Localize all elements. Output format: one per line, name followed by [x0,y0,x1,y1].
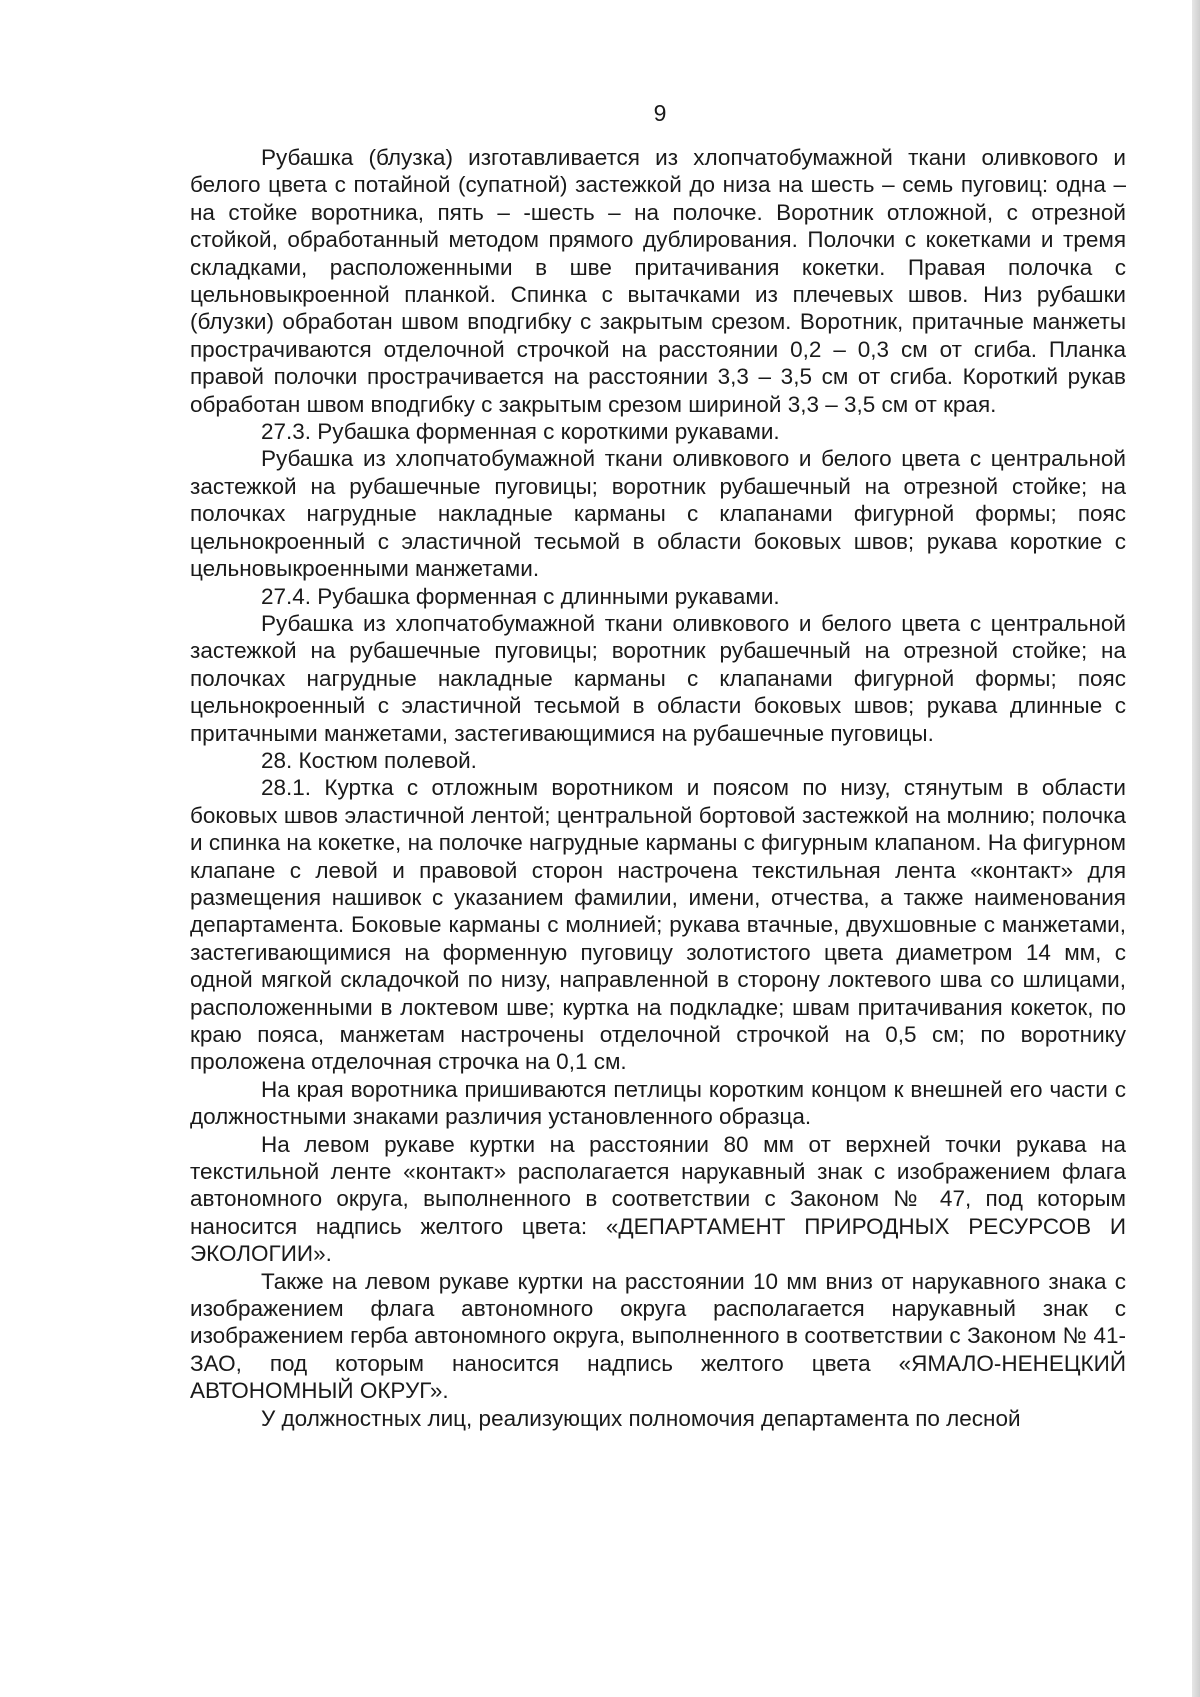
page-edge-shadow [1192,0,1200,1697]
paragraph-long-sleeve-shirt: Рубашка из хлопчатобумажной ткани оливкового и белого цвета с центральной застежкой на рубашечные пуговицы; воротник рубашечный на отрезной стойке; на полочках нагрудные накладные карманы с клапанами фигурной формы; пояс цельнокроенный с эластичной тесьмой в области боковых швов; рукава длинные с притачными манжетами, застегивающимися на рубашечные пуговицы. [190,610,1126,746]
paragraph-officials: У должностных лиц, реализующих полномочия департамента по лесной [261,1405,1021,1431]
page-number: 9 [653,100,667,126]
paragraph-shirt-blouse: Рубашка (блузка) изготавливается из хлопчатобумажной ткани оливкового и белого цвета с потайной (супатной) застежкой до низа на шесть – семь пуговиц: одна – на стойке воротника, пять – -шесть – на полочке. Воротник отложной, с отрезной стойкой, обработанный методом прямого дублирования. Полочки с кокетками и тремя складками, расположенными в шве притачивания кокетки. Правая полочка с цельновыкроенной планкой. Спинка с вытачками из плечевых швов. Низ рубашки (блузки) обработан швом вподгибку с закрытым срезом. Воротник, притачные манжеты прострачиваются отделочной строчкой на расстоянии 0,2 – 0,3 см от сгиба. Планка правой полочки прострачивается на расстоянии 3,3 – 3,5 см от сгиба. Короткий рукав обработан швом вподгибку с закрытым срезом шириной 3,3 – 3,5 см от края. [190,145,1126,417]
paragraph-28-1-jacket: 28.1. Куртка с отложным воротником и поясом по низу, стянутым в области боковых швов эластичной лентой; центральной бортовой застежкой на молнию; полочка и спинка на кокетке, на полочке нагрудные карманы с фигурным клапаном. На фигурном клапане с левой и правовой сторон настрочена текстильная лента «контакт» для размещения нашивок с указанием фамилии, имени, отчества, а также наименования департамента. Боковые карманы с молнией; рукава втачные, двухшовные с манжетами, застегивающимися на форменную пуговицу золотистого цвета диаметром 14 мм, с одной мягкой складочкой по низу, направленной в сторону локтевого шва со шлицами, расположенными в локтевом шве; куртка на подкладке; швам притачивания кокеток, по краю пояса, манжетам настрочены отделочной строчкой на 0,5 см; по воротнику проложена отделочная строчка на 0,1 см. [190,775,1126,1075]
heading-27-4: 27.4. Рубашка форменная с длинными рукавами. [261,583,780,609]
body-text [190,144,1126,1432]
paragraph-sleeve-emblem-patch: Также на левом рукаве куртки на расстоянии 10 мм вниз от нарукавного знака с изображением флага автономного округа располагается нарукавный знак с изображением герба автономного округа, выполненного в соответствии с Законом № 41-ЗАО, под которым наносится надпись желтого цвета «ЯМАЛО-НЕНЕЦКИЙ АВТОНОМНЫЙ ОКРУГ». [190,1268,1126,1404]
paragraph-sleeve-flag-patch: На левом рукаве куртки на расстоянии 80 мм от верхней точки рукава на текстильной ленте «контакт» располагается нарукавный знак с изображением флага автономного округа, выполненного в соответствии с Законом № 47, под которым наносится надпись желтого цвета: «ДЕПАРТАМЕНТ ПРИРОДНЫХ РЕСУРСОВ И ЭКОЛОГИИ». [190,1131,1126,1267]
heading-27-3: 27.3. Рубашка форменная с короткими рукавами. [261,419,780,445]
heading-28: 28. Костюм полевой. [261,747,477,773]
paragraph-short-sleeve-shirt: Рубашка из хлопчатобумажной ткани оливкового и белого цвета с центральной застежкой на рубашечные пуговицы; воротник рубашечный на отрезной стойке; на полочках нагрудные накладные карманы с клапанами фигурной формы; пояс цельнокроенный с эластичной тесьмой в области боковых швов; рукава короткие с цельновыкроенными манжетами. [190,446,1126,582]
paragraph-collar-tabs: На края воротника пришиваются петлицы коротким концом к внешней его части с должностными знаками различия установленного образца. [190,1076,1126,1130]
